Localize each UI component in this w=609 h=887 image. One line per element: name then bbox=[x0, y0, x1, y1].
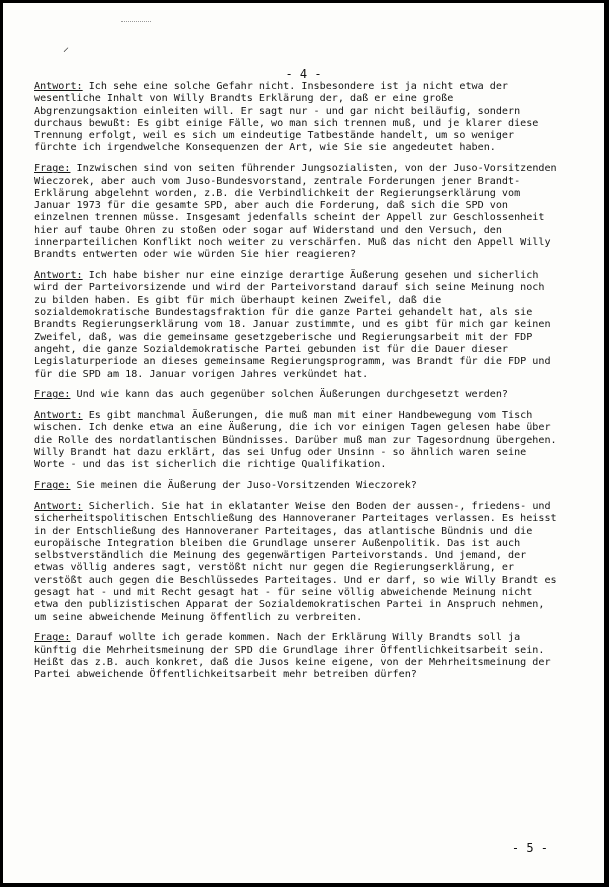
speaker-label: Antwort: bbox=[34, 500, 83, 512]
question-text: Sie meinen die Äußerung der Juso-Vorsitzenden Wieczorek? bbox=[76, 480, 417, 492]
question-block-1 bbox=[34, 163, 562, 261]
answer-text: Es gibt manchmal Äußerungen, die muß man mit einer Handbewegung vom Tisch wischen. Ich denke etwa an eine Äußerung, die ich vor einigen Tagen gelesen habe über die Rolle des nordatlantischen Bündnisses. Darüber muß man zur Tagesordnung übergehen. Willy Brandt hat dazu erklärt, das sei Unfug oder Unsinn - so ähnlich waren seine Worte - und das ist sicherlich die richtige Qualifikation. bbox=[34, 410, 557, 471]
page-number-top: - 4 - bbox=[285, 67, 322, 81]
question-text: Und wie kann das auch gegenüber solchen Äußerungen durchgesetzt werden? bbox=[76, 389, 509, 401]
speaker-label: Antwort: bbox=[34, 410, 83, 422]
answer-block-4 bbox=[34, 501, 562, 624]
question-block-4 bbox=[34, 632, 562, 681]
question-block-3 bbox=[34, 480, 562, 492]
speaker-label: Frage: bbox=[34, 632, 71, 644]
page-number-bottom: - 5 - bbox=[511, 841, 548, 855]
scan-artifact bbox=[121, 21, 151, 24]
question-block-2 bbox=[34, 389, 562, 401]
margin-mark: ⸝ bbox=[63, 40, 70, 54]
answer-block-3 bbox=[34, 410, 562, 471]
answer-block-1 bbox=[34, 81, 562, 155]
document-page bbox=[3, 3, 604, 883]
answer-text: Sicherlich. Sie hat in eklatanter Weise den Boden der aussen-, friedens- und sicherheitspolitischen Entschließung des Hannoveraner Parteitages verlassen. Es heisst in der Entschließung des Hannoveraner Parteitages, das atlantische Bündnis und die europäische Integration bleiben die Grundlage unserer Außenpolitik. Das ist auch selbstverständlich die Meinung des gegenwärtigen Parteivorstands. Und jemand, der etwas völlig anderes sagt, verstößt nicht nur gegen die Regierungserklärung, er verstößt auch gegen die Beschlüssedes Parteitages. Und er darf, so wie Willy Brandt es gesagt hat - und mit Recht gesagt hat - für seine völlig abweichende Meinung nicht etwa den publizistischen Apparat der Sozialdemokratischen Partei in Anspruch nehmen, um seine abweichende Meinung öffentlich zu verbreiten. bbox=[34, 500, 557, 623]
speaker-label: Frage: bbox=[34, 163, 71, 175]
question-text: Darauf wollte ich gerade kommen. Nach der Erklärung Willy Brandts soll ja künftig die Mehrheitsmeinung der SPD die Grundlage ihrer Öffentlichkeitsarbeit sein. Heißt das z.B. auch konkret, daß die Jusos keine eigene, von der Mehrheitsmeinung der Partei abweichende Öffentlichkeitsarbeit mehr betreiben dürfen? bbox=[34, 632, 551, 681]
interview-transcript bbox=[34, 81, 562, 690]
answer-text: Ich habe bisher nur eine einzige derartige Äußerung gesehen und sicherlich wird der Parteivorsizende und wird der Parteivorstand darauf sich seine Meinung noch zu bilden haben. Es gibt für mich überhaupt keinen Zweifel, daß die sozialdemokratische Bundestagsfraktion für die ganze Partei gehandelt hat, als sie Brandts Regierungserklärung vom 18. Januar zustimmte, und es gibt für mich gar keinen Zweifel, daß, was die gemeinsame gesetzgeberische und Regierungsarbeit mit der FDP angeht, die ganze Sozialdemokratische Partei gebunden ist für die Dauer dieser Legislaturperiode an dieses gemeinsame Regierungsprogramm, was Brandt für die FDP und für die SPD am 18. Januar vorigen Jahres verkündet hat. bbox=[34, 270, 551, 380]
speaker-label: Antwort: bbox=[34, 270, 83, 282]
question-text: Inzwischen sind von seiten führender Jungsozialisten, von der Juso-Vorsitzenden Wieczorek, aber auch vom Juso-Bundesvorstand, zentrale Forderungen jener Brandt-Erklärung abgelehnt worden, z.B. die Verbindlichkeit der Regierungserklärung vom Januar 1973 für die gesamte SPD, aber auch die Forderung, daß sich die SPD von einzelnen trennen müsse. Insgesamt jedenfalls scheint der Appell zur Geschlossenheit hier auf taube Ohren zu stoßen oder sogar auf Widerstand und den Versuch, den innerparteilichen Konflikt noch weiter zu verschärfen. Muß das nicht den Appell Willy Brandts entwerten oder wie würden Sie hier reagieren? bbox=[34, 163, 557, 261]
speaker-label: Frage: bbox=[34, 389, 71, 401]
answer-block-2 bbox=[34, 270, 562, 381]
answer-text: Ich sehe eine solche Gefahr nicht. Insbesondere ist ja nicht etwa der wesentliche Inhalt von Willy Brandts Erklärung der, daß er eine große Abgrenzungsaktion einleiten will. Er sagt nur - und gar nicht beiläufig, sondern durchaus bewußt: Es gibt einige Fälle, wo man sich trennen muß, und je klarer diese Trennung erfolgt, weil es sich um eindeutige Tatbestände handelt, um so weniger fürchte ich irgendwelche Konsequenzen der Art, wie Sie sie angedeutet haben. bbox=[34, 81, 539, 154]
speaker-label: Antwort: bbox=[34, 81, 83, 92]
speaker-label: Frage: bbox=[34, 480, 71, 492]
